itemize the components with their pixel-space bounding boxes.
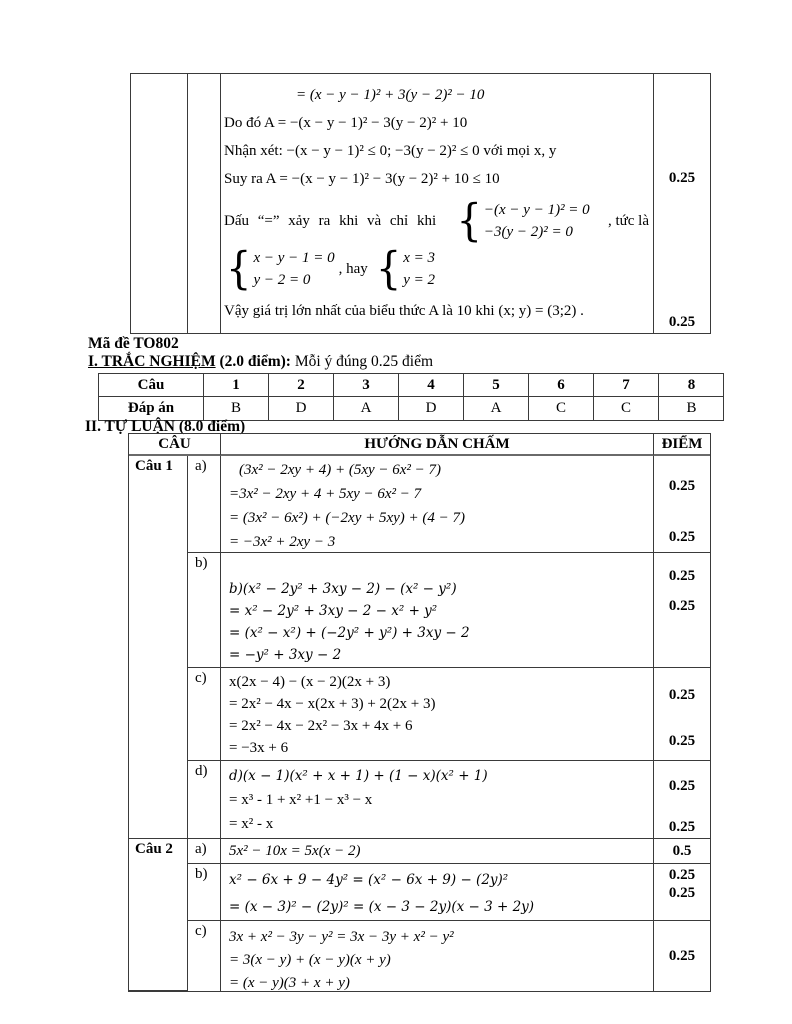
system-eq: x − y − 1 = 0 (253, 250, 335, 266)
score-value: 0.25 (668, 170, 696, 186)
conclusion-line: Vậy giá trị lớn nhất của biểu thức A là 10 khi (x; y) = (3;2) . (224, 303, 584, 319)
points-cell (654, 864, 710, 921)
solution-cell (221, 921, 654, 991)
answer-cell: A (464, 397, 529, 420)
solution-line: b)(x² − 2y² + 3xy − 2) − (x² − y²) (229, 581, 457, 597)
answers-header-cell: 7 (594, 374, 659, 397)
points-cell (654, 74, 710, 333)
condition-text: Dấu “=” xảy ra khi và chỉ khi (224, 212, 437, 229)
score-value: 0.25 (668, 733, 696, 749)
part-label: a) (188, 839, 221, 864)
equation-system (253, 247, 334, 291)
answers-header-cell: 2 (269, 374, 334, 397)
solution-cell (221, 668, 654, 761)
empty-question-col (131, 74, 188, 333)
answers-header-cell: 4 (399, 374, 464, 397)
question-label-cau2: Câu 2 (129, 839, 188, 991)
answer-cell: C (594, 397, 659, 420)
answers-header-cell: 6 (529, 374, 594, 397)
solution-line: = x² − 2y² + 3xy − 2 − x² + y² (229, 603, 438, 619)
score-value: 0.25 (668, 529, 696, 545)
section1-title: I. TRẮC NGHIỆM (88, 353, 216, 370)
answers-header-cell: 8 (659, 374, 724, 397)
solution-line: = −3x + 6 (229, 740, 289, 756)
points-cell (654, 456, 710, 553)
solution-line: = 3(x − y) + (x − y)(x + y) (229, 952, 391, 968)
solution-systems-line (224, 243, 649, 295)
equation-system (484, 199, 590, 243)
solution-cell (221, 761, 654, 839)
question-label-cau1: Câu 1 (129, 456, 188, 839)
score-value: 0.25 (668, 568, 696, 584)
part-label: c) (188, 668, 221, 761)
empty-part-col (188, 74, 221, 333)
part-label: d) (188, 761, 221, 839)
system-brace: { (456, 195, 482, 247)
section1-points: (2.0 điểm): (215, 353, 291, 370)
solution-line: = (x − y)(3 + x + y) (229, 975, 350, 991)
equality-condition-line (224, 195, 649, 247)
solution-cell (221, 864, 654, 921)
header-diem: ĐIỂM (654, 434, 710, 456)
solution-cell (221, 74, 654, 333)
solution-line: = (x − y − 1)² + 3(y − 2)² − 10 (296, 87, 485, 103)
solution-line: x² − 6x + 9 − 4y² = (x² − 6x + 9) − (2y)² (229, 872, 509, 888)
solution-line: = −3x² + 2xy − 3 (229, 534, 336, 550)
points-cell (654, 761, 710, 839)
system-brace: { (375, 243, 402, 295)
score-value: 0.25 (668, 478, 696, 494)
answers-header-cell: 1 (204, 374, 269, 397)
section2-heading: II. TỰ LUẬN (8.0 điểm) (85, 418, 246, 435)
system-eq: y − 2 = 0 (253, 272, 311, 288)
solution-line: =3x² − 2xy + 4 + 5xy − 6x² − 7 (229, 486, 422, 502)
section1-heading (88, 353, 433, 371)
solution-line: Suy ra A = −(x − y − 1)² − 3(y − 2)² + 10 ≤ 10 (224, 171, 500, 187)
solution-line: x(2x − 4) − (x − 2)(2x + 3) (229, 674, 391, 690)
score-value: 0.25 (668, 314, 696, 330)
points-cell (654, 921, 710, 991)
answers-row-label: Đáp án (99, 397, 204, 420)
answers-table (98, 373, 724, 421)
solution-line: = (x² − x²) + (−2y² + y²) + 3xy − 2 (229, 625, 470, 641)
grading-table (128, 433, 711, 992)
system-eq: y = 2 (403, 272, 436, 288)
solution-line: (3x² − 2xy + 4) + (5xy − 6x² − 7) (239, 462, 442, 478)
solution-cell (221, 839, 654, 864)
points-cell (654, 668, 710, 761)
solution-line: 3x + x² − 3y − y² = 3x − 3y + x² − y² (229, 929, 454, 945)
solution-cell (221, 553, 654, 668)
equation-system (403, 247, 435, 291)
answers-header-cell: 3 (334, 374, 399, 397)
solution-line: = x² - x (229, 816, 274, 832)
solution-line: Do đó A = −(x − y − 1)² − 3(y − 2)² + 10 (224, 115, 468, 131)
score-value: 0.25 (668, 885, 696, 901)
system-eq: −(x − y − 1)² = 0 (483, 202, 590, 218)
answers-header-cell: 5 (464, 374, 529, 397)
hay-text: , hay (338, 260, 368, 277)
score-value: 0.25 (668, 687, 696, 703)
solution-line: d)(x − 1)(x² + x + 1) + (1 − x)(x² + 1) (229, 768, 488, 784)
solution-line: = (3x² − 6x²) + (−2xy + 5xy) + (4 − 7) (229, 510, 466, 526)
part-label: b) (188, 553, 221, 668)
points-cell (654, 553, 710, 668)
part-label: a) (188, 456, 221, 553)
solution-line: = x³ - 1 + x² +1 − x³ − x (229, 792, 373, 808)
solution-line: = −y² + 3xy − 2 (229, 647, 342, 663)
solution-line: = 2x² − 4x − x(2x + 3) + 2(2x + 3) (229, 696, 436, 712)
points-cell (654, 839, 710, 864)
score-value: 0.25 (668, 819, 696, 835)
answer-cell: D (399, 397, 464, 420)
answers-header-cell: Câu (99, 374, 204, 397)
answer-cell: A (334, 397, 399, 420)
score-value: 0.25 (668, 598, 696, 614)
score-value: 0.25 (668, 778, 696, 794)
condition-suffix: , tức là (607, 212, 649, 229)
continuation-table (130, 73, 711, 334)
part-label: c) (188, 921, 221, 991)
system-eq: −3(y − 2)² = 0 (483, 224, 573, 240)
solution-line: 5x² − 10x = 5x(x − 2) (229, 842, 361, 859)
answer-cell: B (204, 397, 269, 420)
solution-line: = (x − 3)² − (2y)² = (x − 3 − 2y)(x − 3 + 2y) (229, 899, 535, 915)
part-label: b) (188, 864, 221, 921)
answer-cell: D (269, 397, 334, 420)
section1-note: Mỗi ý đúng 0.25 điểm (290, 353, 434, 370)
solution-cell (221, 456, 654, 553)
exam-code: Mã đề TO802 (88, 335, 179, 352)
system-brace: { (226, 243, 252, 295)
score-value: 0.5 (672, 842, 692, 859)
answer-cell: C (529, 397, 594, 420)
answer-cell: B (686, 400, 697, 416)
score-value: 0.25 (668, 867, 696, 883)
header-cau: CÂU (129, 434, 221, 456)
solution-line: Nhận xét: −(x − y − 1)² ≤ 0; −3(y − 2)² ≤ 0 với mọi x, y (224, 143, 557, 159)
score-value: 0.25 (668, 947, 696, 964)
solution-line: = 2x² − 4x − 2x² − 3x + 4x + 6 (229, 718, 413, 734)
header-huong-dan-cham: HƯỚNG DẪN CHẤM (221, 434, 654, 456)
system-eq: x = 3 (403, 250, 436, 266)
